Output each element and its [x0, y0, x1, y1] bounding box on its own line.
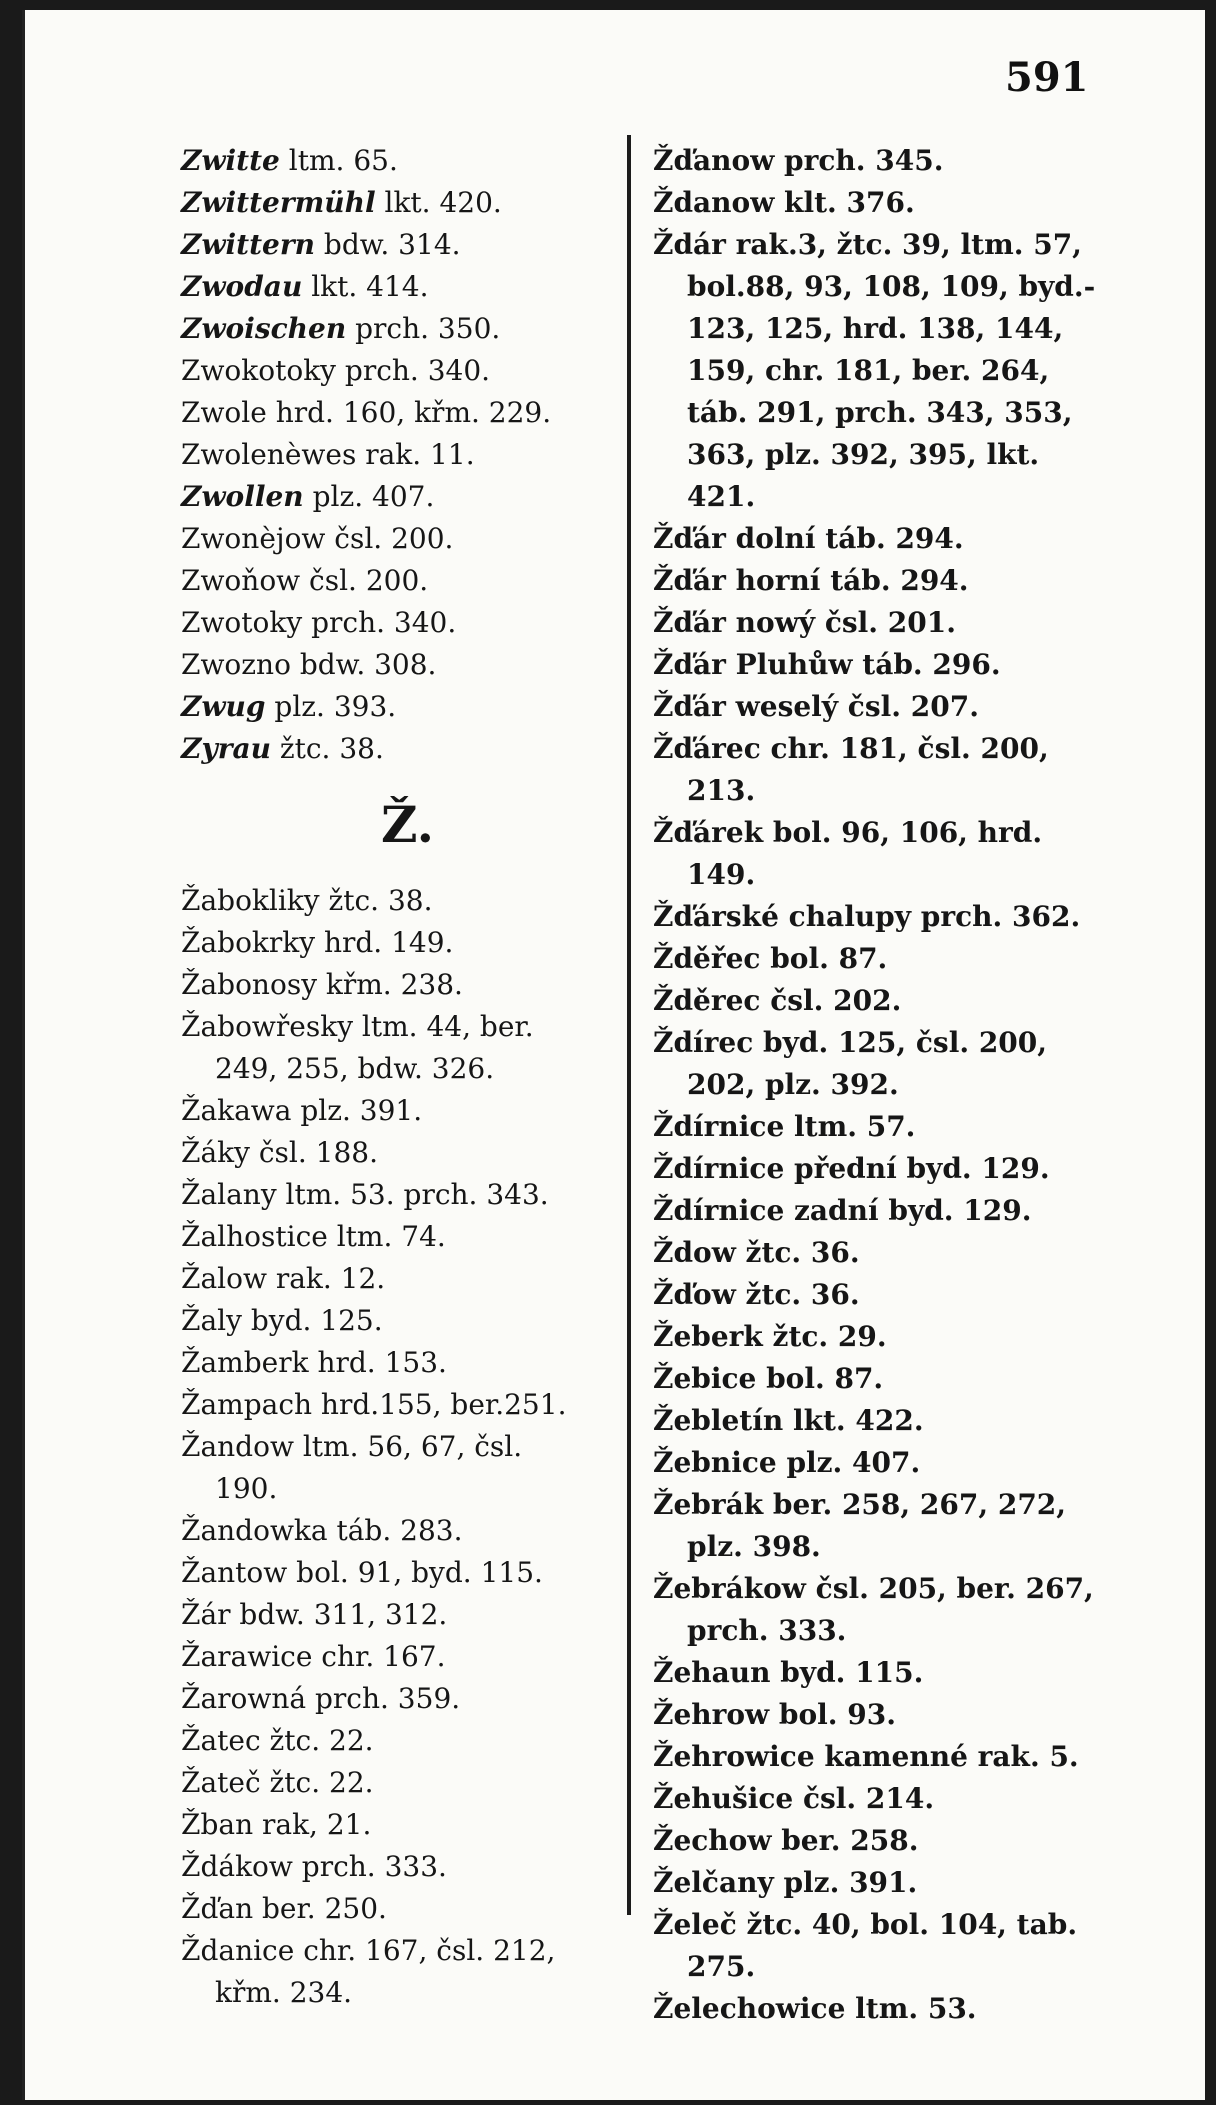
entry-text: Zwole hrd. 160, křm. 229.	[181, 396, 552, 429]
index-entry	[181, 392, 631, 434]
index-entry: Žděrec čsl. 202.	[653, 984, 902, 1017]
index-entry-continuation: 275.	[687, 1950, 756, 1983]
index-entry	[181, 728, 631, 770]
index-entry: Žabokliky žtc. 38.	[181, 884, 433, 917]
place-reference: lkt. 420.	[384, 186, 502, 219]
left-entries-zh	[181, 880, 631, 2014]
place-reference: plz. 407.	[312, 480, 435, 513]
index-entry: Žebletín lkt. 422.	[653, 1404, 924, 1437]
index-entry	[181, 644, 631, 686]
index-entry: Žabonosy křm. 238.	[181, 968, 463, 1001]
place-name: Zyrau	[181, 732, 271, 765]
index-entry-continuation: prch. 333.	[687, 1614, 847, 1647]
index-entry: Žandowka táb. 283.	[181, 1514, 463, 1547]
index-entry: Žďow žtc. 36.	[653, 1278, 860, 1311]
index-entry: Žatec žtc. 22.	[181, 1724, 374, 1757]
index-entry: Žďár nowý čsl. 201.	[653, 606, 956, 639]
index-entry: Ždírec byd. 125, čsl. 200,	[653, 1026, 1048, 1059]
place-reference: plz. 393.	[274, 690, 397, 723]
index-entry-continuation: 363, plz. 392, 395, lkt.	[687, 438, 1040, 471]
index-entry: Ždanow klt. 376.	[653, 186, 915, 219]
index-entry: Žaly byd. 125.	[181, 1304, 383, 1337]
index-entry: Žabowřesky ltm. 44, ber.	[181, 1010, 534, 1043]
index-entry: Žarowná prch. 359.	[181, 1682, 461, 1715]
index-entry: Žalow rak. 12.	[181, 1262, 386, 1295]
index-entry: Žďár horní táb. 294.	[653, 564, 969, 597]
index-entry-continuation: 249, 255, bdw. 326.	[215, 1052, 495, 1085]
index-entry: Ždírnice přední byd. 129.	[653, 1152, 1050, 1185]
index-entry	[181, 224, 631, 266]
entry-text: Zwozno bdw. 308.	[181, 648, 437, 681]
right-column	[653, 140, 1123, 2030]
book-page	[22, 10, 1205, 2100]
index-entry: Žalhostice ltm. 74.	[181, 1220, 446, 1253]
right-entries	[653, 140, 1123, 2030]
place-reference: prch. 350.	[355, 312, 501, 345]
place-name: Zwitte	[181, 144, 280, 177]
index-entry: Žďan ber. 250.	[181, 1892, 387, 1925]
index-entry: Ždow žtc. 36.	[653, 1236, 860, 1269]
entry-text: Zwotoky prch. 340.	[181, 606, 457, 639]
column-divider	[627, 135, 631, 1915]
index-entry: Žehrowice kamenné rak. 5.	[653, 1740, 1079, 1773]
index-entry-continuation: 190.	[215, 1472, 278, 1505]
place-name: Zwittern	[181, 228, 315, 261]
index-entry: Žakawa plz. 391.	[181, 1094, 423, 1127]
index-entry: Žantow bol. 91, byd. 115.	[181, 1556, 543, 1589]
index-entry-continuation: táb. 291, prch. 343, 353,	[687, 396, 1073, 429]
index-entry: Ždírnice zadní byd. 129.	[653, 1194, 1032, 1227]
index-entry	[181, 602, 631, 644]
index-entry-continuation: plz. 398.	[687, 1530, 821, 1563]
index-entry: Želčany plz. 391.	[653, 1866, 918, 1899]
place-reference: bdw. 314.	[323, 228, 461, 261]
place-name: Zwodau	[181, 270, 303, 303]
index-entry: Žďár Pluhůw táb. 296.	[653, 648, 1001, 681]
index-entry-continuation: 123, 125, hrd. 138, 144,	[687, 312, 1064, 345]
place-reference: žtc. 38.	[279, 732, 384, 765]
index-entry-continuation: bol.88, 93, 108, 109, byd.-	[687, 270, 1096, 303]
index-entry: Žampach hrd.155, ber.251.	[181, 1388, 567, 1421]
index-entry: Žděřec bol. 87.	[653, 942, 888, 975]
index-entry	[181, 560, 631, 602]
index-entry: Žár bdw. 311, 312.	[181, 1598, 448, 1631]
index-entry: Žabokrky hrd. 149.	[181, 926, 454, 959]
place-reference: lkt. 414.	[311, 270, 429, 303]
index-entry: Žáky čsl. 188.	[181, 1136, 378, 1169]
index-entry	[181, 476, 631, 518]
index-entry: Žeberk žtc. 29.	[653, 1320, 887, 1353]
index-entry: Želeč žtc. 40, bol. 104, tab.	[653, 1908, 1078, 1941]
left-entries-z	[181, 140, 631, 770]
index-entry: Žebice bol. 87.	[653, 1362, 884, 1395]
entry-text: Zwokotoky prch. 340.	[181, 354, 491, 387]
index-entry: Žďár dolní táb. 294.	[653, 522, 964, 555]
index-entry: Žďár weselý čsl. 207.	[653, 690, 979, 723]
index-entry: Žateč žtc. 22.	[181, 1766, 374, 1799]
index-entry: Žďárské chalupy prch. 362.	[653, 900, 1081, 933]
index-entry-continuation: 213.	[687, 774, 756, 807]
index-entry: Žarawice chr. 167.	[181, 1640, 446, 1673]
index-entry: Žebrákow čsl. 205, ber. 267,	[653, 1572, 1094, 1605]
index-entry: Žandow ltm. 56, 67, čsl.	[181, 1430, 523, 1463]
index-entry: Žehušice čsl. 214.	[653, 1782, 935, 1815]
index-entry	[181, 140, 631, 182]
index-entry: Žalany ltm. 53. prch. 343.	[181, 1178, 549, 1211]
index-entry: Žďanow prch. 345.	[653, 144, 944, 177]
index-entry-continuation: 202, plz. 392.	[687, 1068, 899, 1101]
index-entry: Žebnice plz. 407.	[653, 1446, 921, 1479]
index-entry: Žebrák ber. 258, 267, 272,	[653, 1488, 1067, 1521]
index-entry: Žechow ber. 258.	[653, 1824, 919, 1857]
entry-text: Zwoňow čsl. 200.	[181, 564, 429, 597]
index-entry	[181, 266, 631, 308]
index-entry	[181, 350, 631, 392]
index-entry	[181, 518, 631, 560]
index-entry: Ždár rak.3, žtc. 39, ltm. 57,	[653, 228, 1082, 261]
index-entry: Žamberk hrd. 153.	[181, 1346, 447, 1379]
index-entry: Ždanice chr. 167, čsl. 212,	[181, 1934, 556, 1967]
index-entry-continuation: křm. 234.	[215, 1976, 353, 2009]
entry-text: Zwonèjow čsl. 200.	[181, 522, 454, 555]
page-number: 591	[1005, 54, 1089, 101]
index-entry: Žďárek bol. 96, 106, hrd.	[653, 816, 1043, 849]
index-entry: Žban rak, 21.	[181, 1808, 372, 1841]
entry-text: Zwolenèwes rak. 11.	[181, 438, 475, 471]
index-entry: Žehrow bol. 93.	[653, 1698, 896, 1731]
index-entry	[181, 182, 631, 224]
index-entry: Želechowice ltm. 53.	[653, 1992, 977, 2025]
index-entry-continuation: 149.	[687, 858, 756, 891]
index-entry	[181, 308, 631, 350]
index-entry	[181, 434, 631, 476]
place-name: Zwug	[181, 690, 266, 723]
place-name: Zwoischen	[181, 312, 347, 345]
place-name: Zwollen	[181, 480, 304, 513]
index-entry-continuation: 159, chr. 181, ber. 264,	[687, 354, 1050, 387]
left-column	[181, 140, 631, 2014]
place-name: Zwittermühl	[181, 186, 376, 219]
index-entry: Ždírnice ltm. 57.	[653, 1110, 916, 1143]
place-reference: ltm. 65.	[288, 144, 398, 177]
index-entry	[181, 686, 631, 728]
index-entry: Ždákow prch. 333.	[181, 1850, 447, 1883]
index-entry-continuation: 421.	[687, 480, 756, 513]
index-entry: Žďárec chr. 181, čsl. 200,	[653, 732, 1049, 765]
section-letter: Ž.	[381, 795, 435, 854]
index-entry: Žehaun byd. 115.	[653, 1656, 924, 1689]
